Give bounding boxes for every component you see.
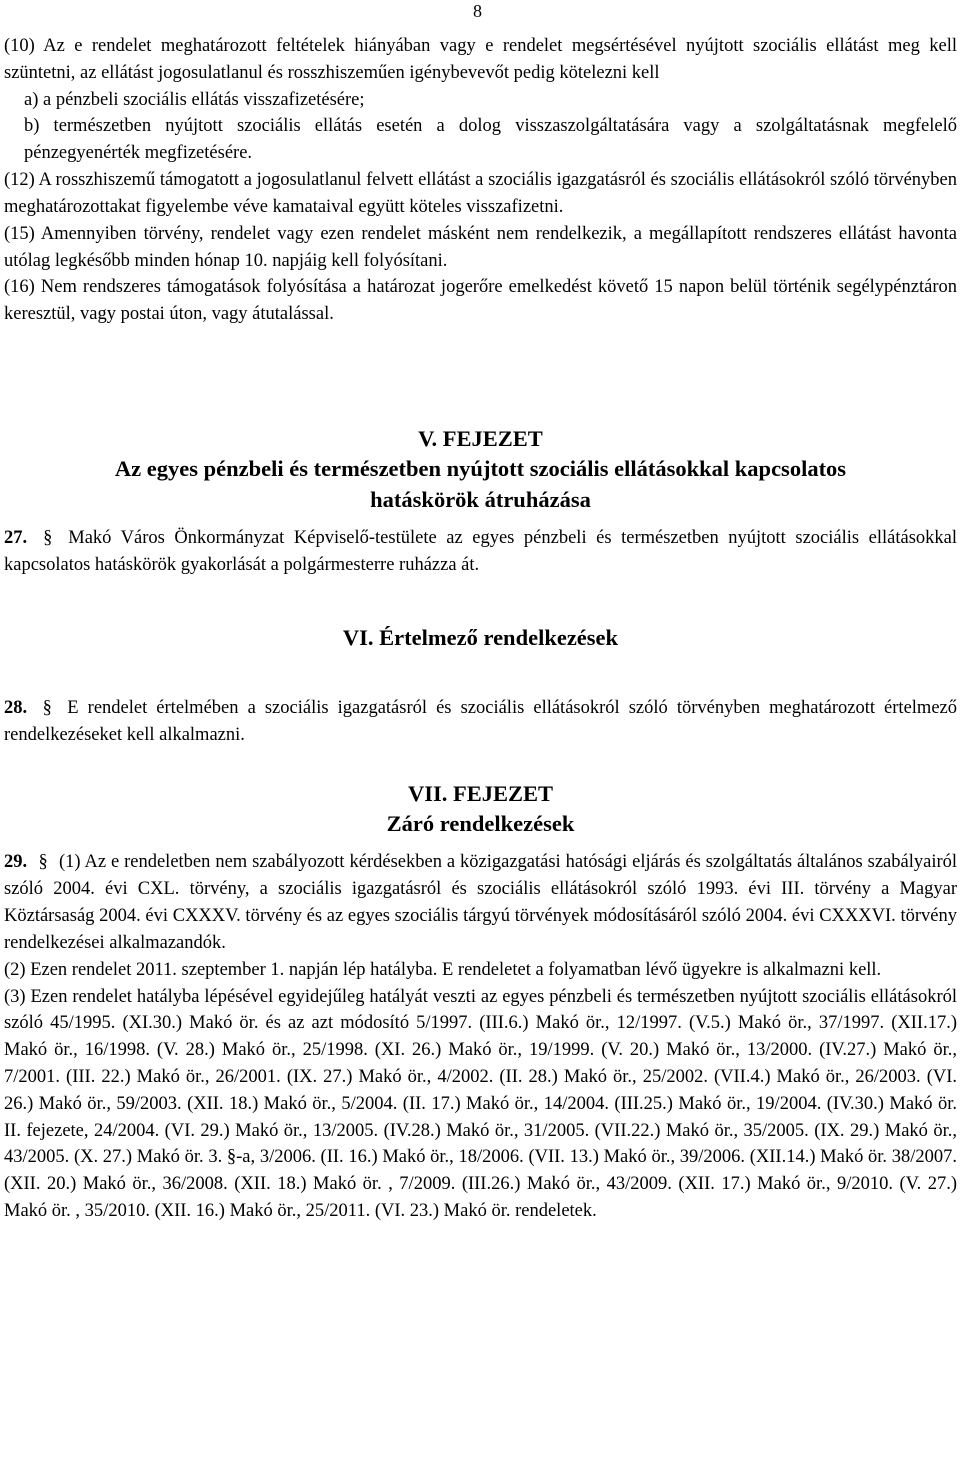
section-27-number: 27. (4, 528, 28, 549)
chapter-7-subtitle: Záró rendelkezések (386, 811, 575, 837)
section-28-number: 28. (4, 698, 28, 719)
list-item-a: a) a pénzbeli szociális ellátás visszafizetésére; (24, 89, 365, 110)
section-28-text: E rendelet értelmében a szociális igazgatásról és szociális ellátásokról szóló törvényben meghatározott értelmező rendelkezéseket kell alkalmazni. (4, 698, 957, 745)
section-27-mark: § (43, 528, 53, 549)
page-content (4, 33, 957, 1225)
chapter-7-title: VII. FEJEZET (407, 780, 554, 806)
paragraph-15: (15) Amennyiben törvény, rendelet vagy ezen rendelet másként nem rendelkezik, a megállapított rendszeres ellátást havonta utólag legkésőbb minden hónap 10. napjáig kell folyósítani. (4, 223, 957, 271)
section-28-mark: § (42, 698, 52, 719)
chapter-6-title: VI. Értelmező rendelkezések (342, 624, 619, 650)
section-27 (4, 525, 957, 579)
section-29-paragraph-3: (3) Ezen rendelet hatályba lépésével egyidejűleg hatályát veszti az egyes pénzbeli és természetben nyújtott szociális ellátásokról szóló 45/1995. (XI.30.) Makó ör. és az azt módosító 5/1997. (III.6.) Makó ör., 12/1997. (V.5.) Makó ör., 37/1997. (XII.17.) Makó ör., 16/1998. (V. 28.) Makó ör., 25/1998. (XI. 26.) Makó ör., 19/1999. (V. 20.) Makó ör., 13/2000. (IV.27.) Makó ör., 7/2001. (III. 22.) Makó ör., 26/2001. (IX. 27.) Makó ör., 4/2002. (II. 28.) Makó ör., 25/2002. (VII.4.) Makó ör., 26/2003. (VI. 26.) Makó ör., 59/2003. (XII. 18.) Makó ör., 5/2004. (II. 17.) Makó ör., 14/2004. (III.25.) Makó ör., 19/2004. (IV.30.) Makó ör. II. fejezete, 24/2004. (VI. 29.) Makó ör., 13/2005. (IV.28.) Makó ör., 31/2005. (VII.22.) Makó ör., 35/2005. (IX. 29.) Makó ör., 43/2005. (X. 27.) Makó ör. 3. §-a, 3/2006. (II. 16.) Makó ör., 18/2006. (VII. 13.) Makó ör., 39/2006. (XII.14.) Makó ör. 38/2007. (XII. 20.) Makó ör., 36/2008. (XII. 18.) Makó ör. , 7/2009. (III.26.) Makó ör., 43/2009. (XII. 17.) Makó ör., 9/2010. (V. 27.) Makó ör. , 35/2010. (XII. 16.) Makó ör., 25/2011. (VI. 23.) Makó ör. rendeletek. (4, 986, 957, 1221)
chapter-5-subtitle-line-2: hatáskörök átruházása (370, 486, 591, 512)
section-29-paragraph-2: (2) Ezen rendelet 2011. szeptember 1. napján lép hatályba. E rendeletet a folyamatban lévő ügyekre is alkalmazni kell. (4, 959, 882, 980)
section-29-number: 29. (4, 852, 28, 873)
chapter-5-title: V. FEJEZET (418, 425, 543, 451)
section-27-text: Makó Város Önkormányzat Képviselő-testülete az egyes pénzbeli és természetben nyújtott szociális ellátásokkal kapcsolatos hatáskörök gyakorlását a polgármesterre ruházza át. (4, 528, 957, 575)
paragraph-12: (12) A rosszhiszemű támogatott a jogosulatlanul felvett ellátást a szociális igazgatásról és szociális ellátásokról szóló törvényben meghatározottakat figyelembe véve kamataival együtt köteles visszafizetni. (4, 170, 957, 217)
section-28 (4, 695, 957, 749)
section-29-text-1: (1) Az e rendeletben nem szabályozott kérdésekben a közigazgatási hatósági eljárás és szolgáltatás általános szabályairól szóló 2004. évi CXL. törvény, a szociális igazgatásról és szociális ellátásokról szóló 1993. évi III. törvény a Magyar Köztársaság 2004. évi CXXXV. törvény és az egyes szociális tárgyú törvények módosításáról szóló 2004. évi CXXXVI. törvény rendelkezései alkalmazandók. (4, 852, 958, 953)
paragraph-16: (16) Nem rendszeres támogatások folyósítása a határozat jogerőre emelkedést követő 15 napon belül történik segélypénztáron keresztül, vagy postai úton, vagy átutalással. (4, 277, 957, 325)
chapter-5-subtitle-line-1: Az egyes pénzbeli és természetben nyújtott szociális ellátásokkal kapcsolatos (114, 456, 847, 482)
paragraph-10: (10) Az e rendelet meghatározott feltételek hiányában vagy e rendelet megsértésével nyújtott szociális ellátást meg kell szüntetni, az ellátást jogosulatlanul és rosszhiszeműen igénybevevőt pedig kötelezni kell (4, 36, 957, 83)
section-29-mark: § (38, 852, 48, 873)
page-number: 8 (473, 1, 482, 21)
list-item-b: b) természetben nyújtott szociális ellátás esetén a dolog visszaszolgáltatására vagy a szolgáltatásnak megfelelő pénzegyenérték megfizetésére. (24, 116, 957, 164)
section-29-paragraph-1 (4, 849, 957, 956)
